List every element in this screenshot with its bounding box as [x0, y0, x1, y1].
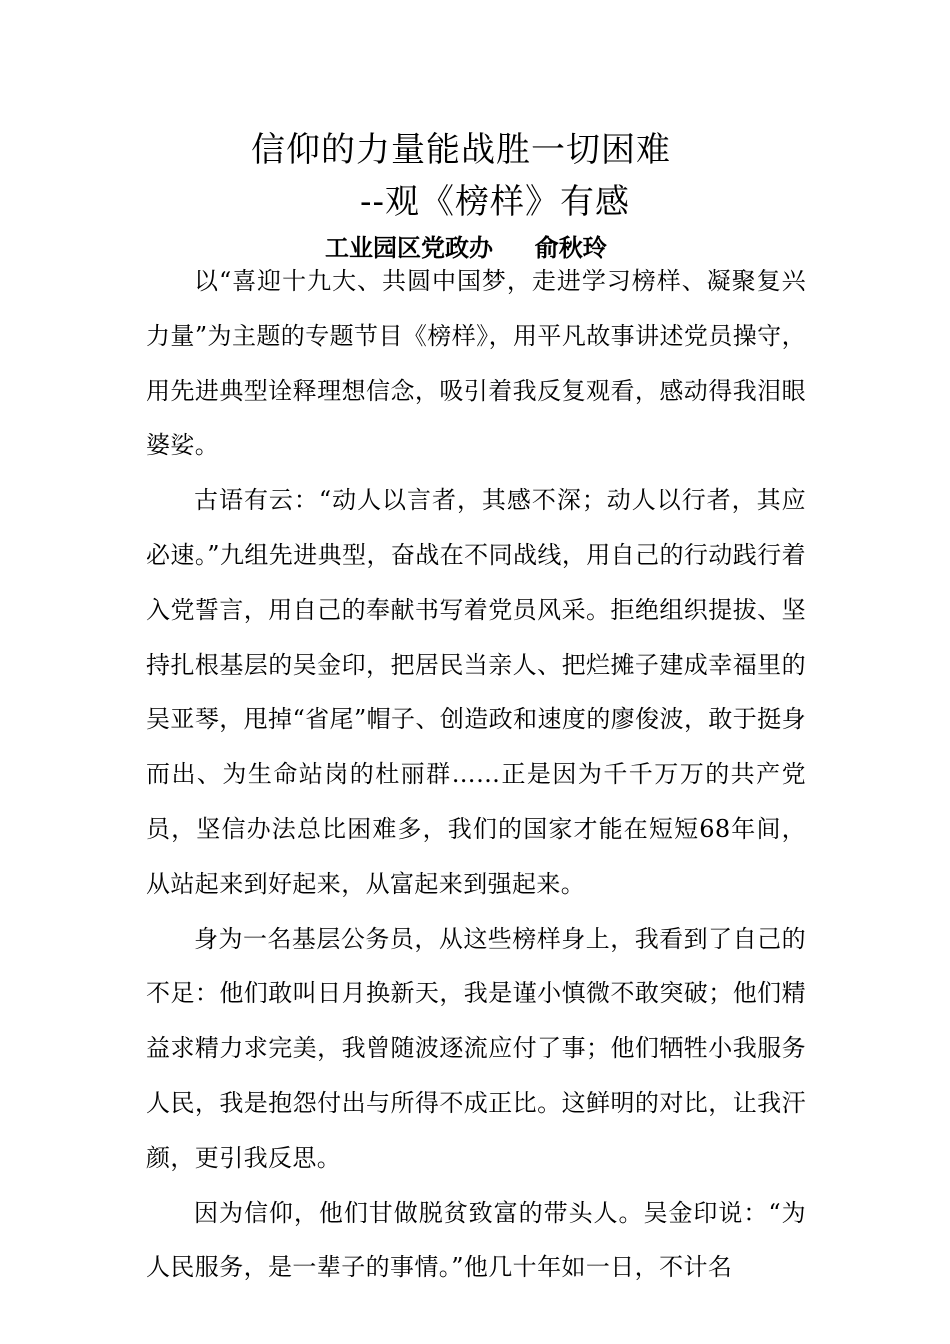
- paragraph: 古语有云：“动人以言者，其感不深；动人以行者，其应必速。”九组先进典型，奋战在不同战线，用自己的行动践行着入党誓言，用自己的奉献书写着党员风采。拒绝组织提拔、坚持扎根基层的吴金印，把居民当亲人、把烂摊子建成幸福里的吴亚琴，甩掉“省尾”帽子、创造政和速度的廖俊波，敢于挺身而出、为生命站岗的杜丽群……正是因为千千万万的共产党员，坚信办法总比困难多，我们的国家才能在短短68年间，从站起来到好起来，从富起来到强起来。: [146, 486, 806, 898]
- paragraph: 因为信仰，他们甘做脱贫致富的带头人。吴金印说：“为人民服务，是一辈子的事情。”他几十年如一日，不计名: [146, 1198, 806, 1282]
- document-title: 信仰的力量能战胜一切困难: [251, 130, 671, 170]
- author-unit: 工业园区党政办: [325, 233, 493, 262]
- document-subtitle: --观《榜样》有感: [360, 182, 630, 222]
- paragraph: 以“喜迎十九大、共圆中国梦，走进学习榜样、凝聚复兴力量”为主题的专题节目《榜样》，用平凡故事讲述党员操守，用先进典型诠释理想信念，吸引着我反复观看，感动得我泪眼婆娑。: [146, 267, 806, 460]
- author-name: 俞秋玲: [534, 233, 607, 262]
- document-body: [146, 254, 806, 1295]
- paragraph: 身为一名基层公务员，从这些榜样身上，我看到了自己的不足：他们敢叫日月换新天，我是谨小慎微不敢突破；他们精益求精力求完美，我曾随波逐流应付了事；他们牺牲小我服务人民，我是抱怨付出与所得不成正比。这鲜明的对比，让我汗颜，更引我反思。: [146, 924, 806, 1172]
